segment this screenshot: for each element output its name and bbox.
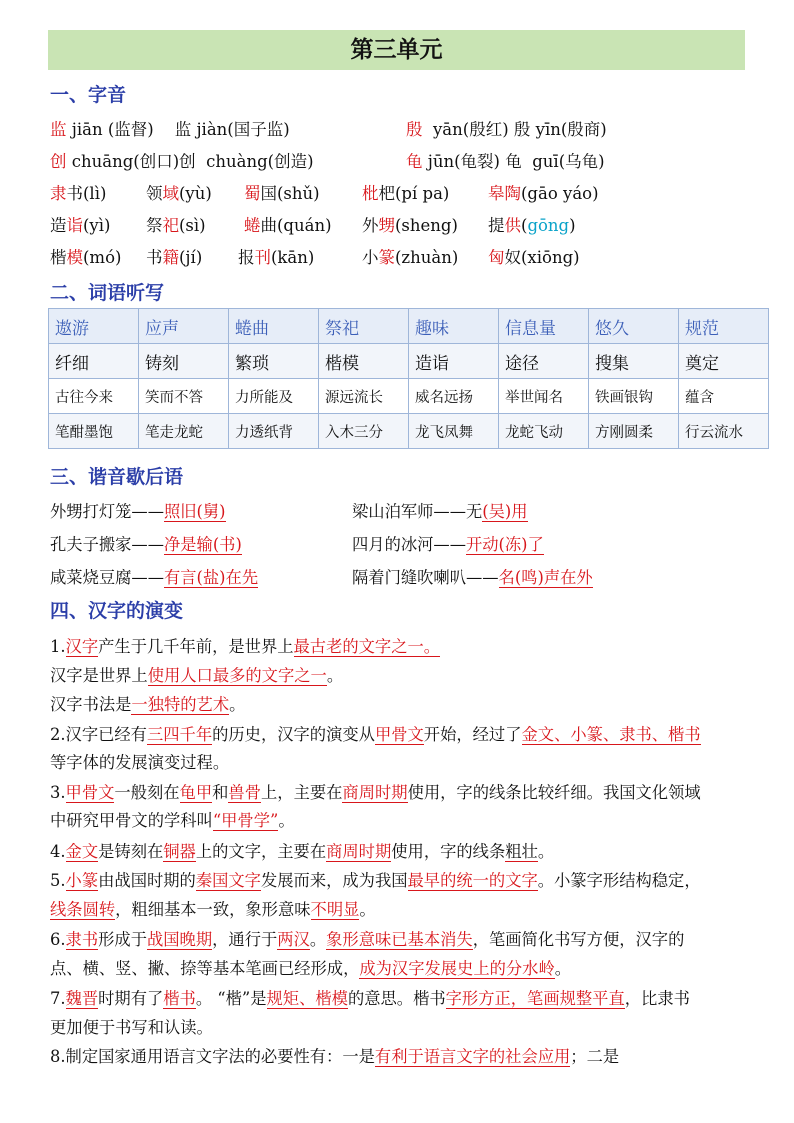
evolution-point-3: 3.甲骨文一般刻在龟甲和兽骨上，主要在商周时期使用，字的线条比较纤细。我国文化领域 bbox=[50, 783, 701, 802]
xiehouyu-item: 外甥打灯笼——照旧(舅) bbox=[50, 502, 226, 521]
vocab-table bbox=[48, 308, 769, 449]
vocab-cell: 蜷曲 bbox=[229, 309, 319, 344]
vocab-cell: 力所能及 bbox=[229, 379, 319, 414]
vocab-cell: 途径 bbox=[499, 344, 589, 379]
evolution-point-1c: 汉字书法是一独特的艺术。 bbox=[50, 695, 246, 714]
vocab-cell: 信息量 bbox=[499, 309, 589, 344]
unit-title: 第三单元 bbox=[48, 30, 745, 70]
evolution-point-3b: 中研究甲骨文的学科叫“甲骨学”。 bbox=[50, 811, 295, 830]
vocab-cell: 笑而不答 bbox=[139, 379, 229, 414]
vocab-cell: 应声 bbox=[139, 309, 229, 344]
vocab-cell: 奠定 bbox=[679, 344, 769, 379]
vocab-cell: 笔走龙蛇 bbox=[139, 414, 229, 449]
evolution-point-6b: 点、横、竖、撇、捺等基本笔画已经形成，成为汉字发展史上的分水岭。 bbox=[50, 959, 572, 978]
vocab-row bbox=[49, 309, 769, 344]
vocab-cell: 古往今来 bbox=[49, 379, 139, 414]
xiehouyu-item: 四月的冰河——开动(冻)了 bbox=[352, 535, 544, 554]
vocab-cell: 力透纸背 bbox=[229, 414, 319, 449]
xiehouyu-item: 隔着门缝吹喇叭——名(鸣)声在外 bbox=[352, 568, 593, 587]
section-heading-xiehouyu: 三、谐音歇后语 bbox=[50, 466, 184, 488]
vocab-cell: 行云流水 bbox=[679, 414, 769, 449]
vocab-cell: 方刚圆柔 bbox=[589, 414, 679, 449]
vocab-cell: 龙蛇飞动 bbox=[499, 414, 589, 449]
vocab-cell: 入木三分 bbox=[319, 414, 409, 449]
vocab-cell: 楷模 bbox=[319, 344, 409, 379]
evolution-point-7: 7.魏晋时期有了楷书。 “楷”是规矩、楷模的意思。楷书字形方正，笔画规整平直，比隶书 bbox=[50, 989, 690, 1008]
section-heading-ziyin: 一、字音 bbox=[50, 84, 127, 106]
vocab-cell: 祭祀 bbox=[319, 309, 409, 344]
evolution-point-2: 2.汉字已经有三四千年的历史，汉字的演变从甲骨文开始，经过了金文、小篆、隶书、楷书 bbox=[50, 725, 701, 744]
vocab-cell: 笔酣墨饱 bbox=[49, 414, 139, 449]
section-heading-yanbian: 四、汉字的演变 bbox=[50, 600, 184, 622]
xiehouyu-item: 梁山泊军师——无(吴)用 bbox=[352, 502, 528, 521]
evolution-point-8: 8.制定国家通用语言文字法的必要性有：一是有利于语言文字的社会应用；二是 bbox=[50, 1047, 620, 1066]
vocab-cell: 繁琐 bbox=[229, 344, 319, 379]
vocab-cell: 趣味 bbox=[409, 309, 499, 344]
xiehouyu-item: 孔夫子搬家——净是输(书) bbox=[50, 535, 242, 554]
vocab-cell: 龙飞凤舞 bbox=[409, 414, 499, 449]
vocab-cell: 搜集 bbox=[589, 344, 679, 379]
evolution-point-1: 1.汉字产生于几千年前，是世界上最古老的文字之一。 bbox=[50, 637, 441, 656]
vocab-cell: 威名远扬 bbox=[409, 379, 499, 414]
evolution-point-2b: 等字体的发展演变过程。 bbox=[50, 753, 230, 772]
vocab-cell: 铁画银钩 bbox=[589, 379, 679, 414]
evolution-point-5: 5.小篆由战国时期的秦国文字发展而来，成为我国最早的统一的文字。小篆字形结构稳定， bbox=[50, 871, 701, 890]
vocab-cell: 蕴含 bbox=[679, 379, 769, 414]
vocab-row bbox=[49, 414, 769, 449]
evolution-point-4: 4.金文是铸刻在铜器上的文字，主要在商周时期使用，字的线条粗壮。 bbox=[50, 842, 555, 861]
vocab-cell: 源远流长 bbox=[319, 379, 409, 414]
vocab-cell: 铸刻 bbox=[139, 344, 229, 379]
evolution-point-1b: 汉字是世界上使用人口最多的文字之一。 bbox=[50, 666, 344, 685]
xiehouyu-item: 咸菜烧豆腐——有言(盐)在先 bbox=[50, 568, 259, 587]
vocab-cell: 纤细 bbox=[49, 344, 139, 379]
section-heading-tingxie: 二、词语听写 bbox=[50, 282, 165, 304]
vocab-cell: 规范 bbox=[679, 309, 769, 344]
evolution-point-5b: 线条圆转，粗细基本一致，象形意味不明显。 bbox=[50, 900, 376, 919]
evolution-point-6: 6.隶书形成于战国晚期，通行于两汉。象形意味已基本消失，笔画简化书写方便，汉字的 bbox=[50, 930, 685, 949]
vocab-cell: 造诣 bbox=[409, 344, 499, 379]
vocab-row bbox=[49, 344, 769, 379]
vocab-row bbox=[49, 379, 769, 414]
vocab-cell: 遨游 bbox=[49, 309, 139, 344]
evolution-point-7b: 更加便于书写和认读。 bbox=[50, 1018, 213, 1037]
vocab-cell: 悠久 bbox=[589, 309, 679, 344]
vocab-cell: 举世闻名 bbox=[499, 379, 589, 414]
